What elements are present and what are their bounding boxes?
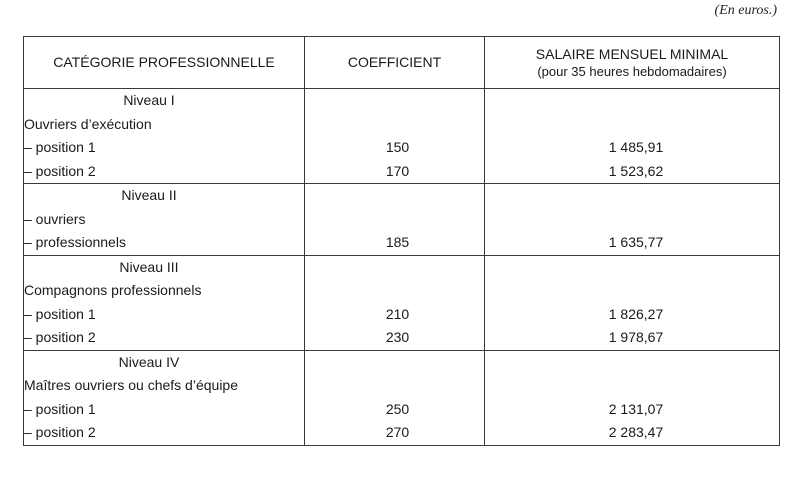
category-label: – position 2 (24, 326, 305, 350)
table-row (24, 279, 780, 303)
table-row (24, 136, 780, 160)
table-row (24, 350, 780, 374)
coefficient-cell (305, 398, 485, 422)
coefficient-cell (305, 374, 485, 398)
level-label: Niveau IV (24, 350, 305, 374)
salary-value: 2 283,47 (608, 424, 664, 440)
category-label: – position 1 (24, 136, 305, 160)
table-row (24, 374, 780, 398)
table-row (24, 208, 780, 232)
header-salary-title: SALAIRE MENSUEL MINIMAL (535, 45, 729, 62)
header-coefficient: COEFFICIENT (305, 37, 485, 89)
salary-cell (485, 184, 780, 208)
coefficient-value: 230 (385, 329, 410, 345)
coefficient-value: 185 (385, 234, 410, 250)
category-label: – position 2 (24, 421, 305, 445)
level-label: Niveau I (24, 89, 305, 113)
salary-cell (485, 421, 780, 445)
coefficient-cell (305, 326, 485, 350)
category-label: – position 1 (24, 398, 305, 422)
coefficient-cell (305, 184, 485, 208)
salary-value: 1 826,27 (608, 305, 664, 322)
salary-table (23, 36, 780, 446)
table-row (24, 89, 780, 113)
header-salary-subtitle: (pour 35 heures hebdomadaires) (537, 63, 727, 79)
coefficient-cell (305, 303, 485, 327)
salary-cell (485, 374, 780, 398)
category-label: – ouvriers (24, 208, 305, 232)
coefficient-value: 170 (385, 162, 410, 179)
salary-cell (485, 208, 780, 232)
table-row (24, 255, 780, 279)
coefficient-value: 250 (385, 400, 410, 417)
salary-cell (485, 326, 780, 350)
coefficient-value: 210 (385, 305, 410, 322)
salary-cell (485, 160, 780, 184)
unit-note: (En euros.) (714, 3, 777, 18)
coefficient-value: 270 (385, 424, 410, 440)
coefficient-cell (305, 136, 485, 160)
coefficient-cell (305, 231, 485, 255)
level-label: Niveau III (24, 255, 305, 279)
coefficient-cell (305, 113, 485, 137)
level-label: Niveau II (24, 184, 305, 208)
salary-value: 1 978,67 (608, 329, 664, 345)
salary-value: 1 635,77 (608, 234, 664, 250)
category-label: – position 2 (24, 160, 305, 184)
coefficient-cell (305, 421, 485, 445)
table-row (24, 303, 780, 327)
coefficient-cell (305, 350, 485, 374)
coefficient-cell (305, 89, 485, 113)
salary-cell (485, 89, 780, 113)
category-label: Compagnons professionnels (24, 279, 305, 303)
header-category: CATÉGORIE PROFESSIONNELLE (24, 37, 305, 89)
coefficient-cell (305, 208, 485, 232)
table-row (24, 184, 780, 208)
coefficient-value: 150 (385, 139, 410, 155)
coefficient-cell (305, 160, 485, 184)
table-body (24, 89, 780, 446)
salary-value: 1 485,91 (608, 139, 664, 155)
table-row (24, 160, 780, 184)
table-row (24, 113, 780, 137)
salary-cell (485, 350, 780, 374)
salary-cell (485, 113, 780, 137)
salary-cell (485, 398, 780, 422)
coefficient-cell (305, 279, 485, 303)
header-salary (485, 37, 780, 89)
category-label: Maîtres ouvriers ou chefs d’équipe (24, 374, 305, 398)
category-label: Ouvriers d’exécution (24, 113, 305, 137)
salary-cell (485, 136, 780, 160)
salary-cell (485, 231, 780, 255)
table-row (24, 398, 780, 422)
salary-cell (485, 303, 780, 327)
salary-cell (485, 255, 780, 279)
table-row (24, 231, 780, 255)
category-label: – professionnels (24, 231, 305, 255)
coefficient-cell (305, 255, 485, 279)
category-label: – position 1 (24, 303, 305, 327)
salary-cell (485, 279, 780, 303)
header-row (24, 37, 780, 89)
table-row (24, 421, 780, 445)
salary-value: 1 523,62 (608, 162, 664, 179)
salary-value: 2 131,07 (608, 400, 664, 417)
table-row (24, 326, 780, 350)
